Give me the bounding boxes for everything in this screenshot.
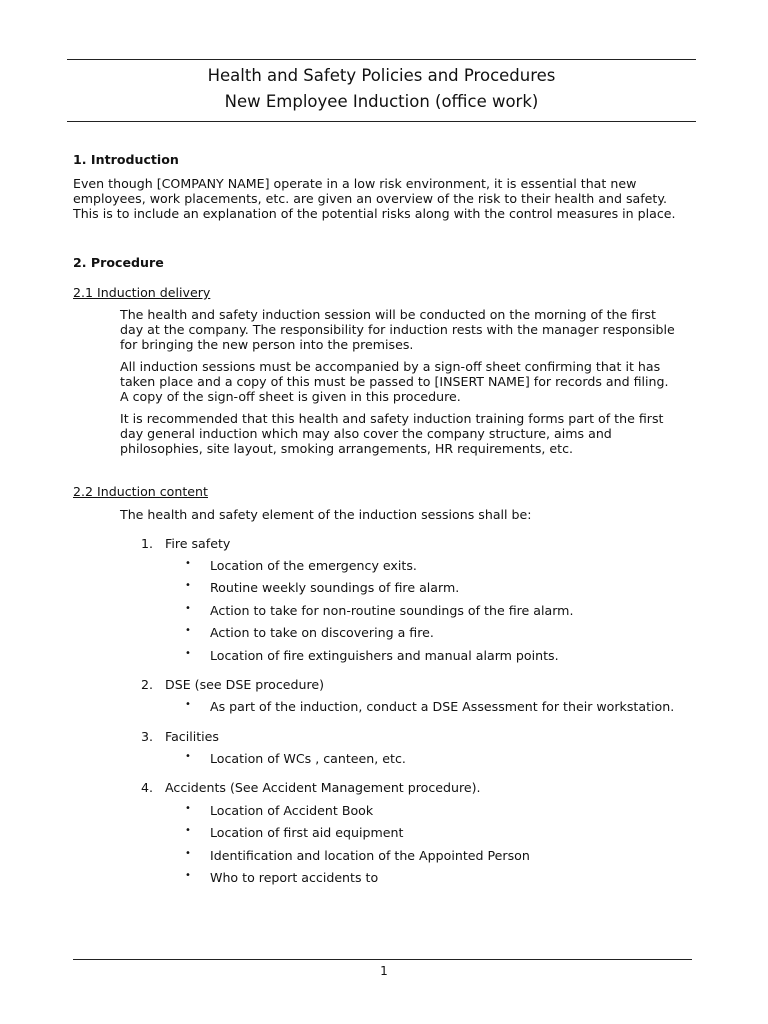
header-bottom-rule	[67, 121, 696, 122]
numbered-item	[141, 729, 219, 744]
delivery-para1-line: day at the company. The responsibility for induction rests with the manager responsible	[120, 322, 675, 337]
bullet-icon: •	[185, 558, 191, 569]
delivery-para2-line: A copy of the sign-off sheet is given in this procedure.	[120, 389, 461, 404]
bullet-icon: •	[185, 825, 191, 836]
delivery-para1-line: for bringing the new person into the premises.	[120, 337, 414, 352]
bullet-text: Routine weekly soundings of fire alarm.	[210, 580, 460, 595]
item-label: Accidents (See Accident Management procedure).	[165, 780, 481, 795]
footer-rule	[73, 959, 692, 960]
bullet-text: Action to take on discovering a fire.	[210, 625, 434, 640]
bullet-text: Location of the emergency exits.	[210, 558, 417, 573]
delivery-para3-line: day general induction which may also cover the company structure, aims and	[120, 426, 612, 441]
item-number: 3.	[141, 729, 154, 744]
bullet-text: Location of first aid equipment	[210, 825, 404, 840]
intro-line: Even though [COMPANY NAME] operate in a low risk environment, it is essential that new	[73, 176, 637, 191]
bullet-text: Who to report accidents to	[210, 870, 379, 885]
bullet-icon: •	[185, 803, 191, 814]
bullet-icon: •	[185, 580, 191, 591]
bullet-icon: •	[185, 603, 191, 614]
intro-line: This is to include an explanation of the potential risks along with the control measures in place.	[73, 206, 676, 221]
bullet-text: Action to take for non-routine soundings of the fire alarm.	[210, 603, 574, 618]
section-heading-procedure: 2. Procedure	[73, 255, 164, 270]
subsection-heading-delivery: 2.1 Induction delivery	[73, 285, 211, 300]
numbered-item	[141, 677, 324, 692]
delivery-para2-line: All induction sessions must be accompanied by a sign-off sheet confirming that it has	[120, 359, 661, 374]
bullet-icon: •	[185, 848, 191, 859]
bullet-text: Location of WCs , canteen, etc.	[210, 751, 406, 766]
bullet-icon: •	[185, 870, 191, 881]
document-title: Health and Safety Policies and Procedures	[207, 66, 556, 85]
content-intro: The health and safety element of the induction sessions shall be:	[120, 507, 532, 522]
bullet-icon: •	[185, 699, 191, 710]
bullet-text: Identification and location of the Appointed Person	[210, 848, 530, 863]
bullet-icon: •	[185, 648, 191, 659]
item-label: Facilities	[165, 729, 219, 744]
delivery-para3-line: philosophies, site layout, smoking arrangements, HR requirements, etc.	[120, 441, 573, 456]
bullet-text: Location of fire extinguishers and manual alarm points.	[210, 648, 559, 663]
delivery-para2-line: taken place and a copy of this must be passed to [INSERT NAME] for records and filing.	[120, 374, 669, 389]
numbered-item	[141, 536, 230, 551]
item-number: 2.	[141, 677, 154, 692]
item-number: 1.	[141, 536, 154, 551]
bullet-icon: •	[185, 625, 191, 636]
numbered-item	[141, 780, 481, 795]
bullet-text: Location of Accident Book	[210, 803, 374, 818]
header-top-rule	[67, 59, 696, 60]
section-heading-introduction: 1. Introduction	[73, 152, 179, 167]
item-label: DSE (see DSE procedure)	[165, 677, 325, 692]
intro-line: employees, work placements, etc. are given an overview of the risk to their health and safety.	[73, 191, 668, 206]
delivery-para1-line: The health and safety induction session will be conducted on the morning of the first	[120, 307, 656, 322]
delivery-para3-line: It is recommended that this health and safety induction training forms part of the first	[120, 411, 664, 426]
bullet-icon: •	[185, 751, 191, 762]
bullet-text: As part of the induction, conduct a DSE Assessment for their workstation.	[210, 699, 675, 714]
document-subtitle: New Employee Induction (office work)	[224, 92, 539, 111]
subsection-heading-content: 2.2 Induction content	[73, 484, 208, 499]
page-number: 1	[380, 964, 388, 978]
item-number: 4.	[141, 780, 154, 795]
item-label: Fire safety	[165, 536, 231, 551]
